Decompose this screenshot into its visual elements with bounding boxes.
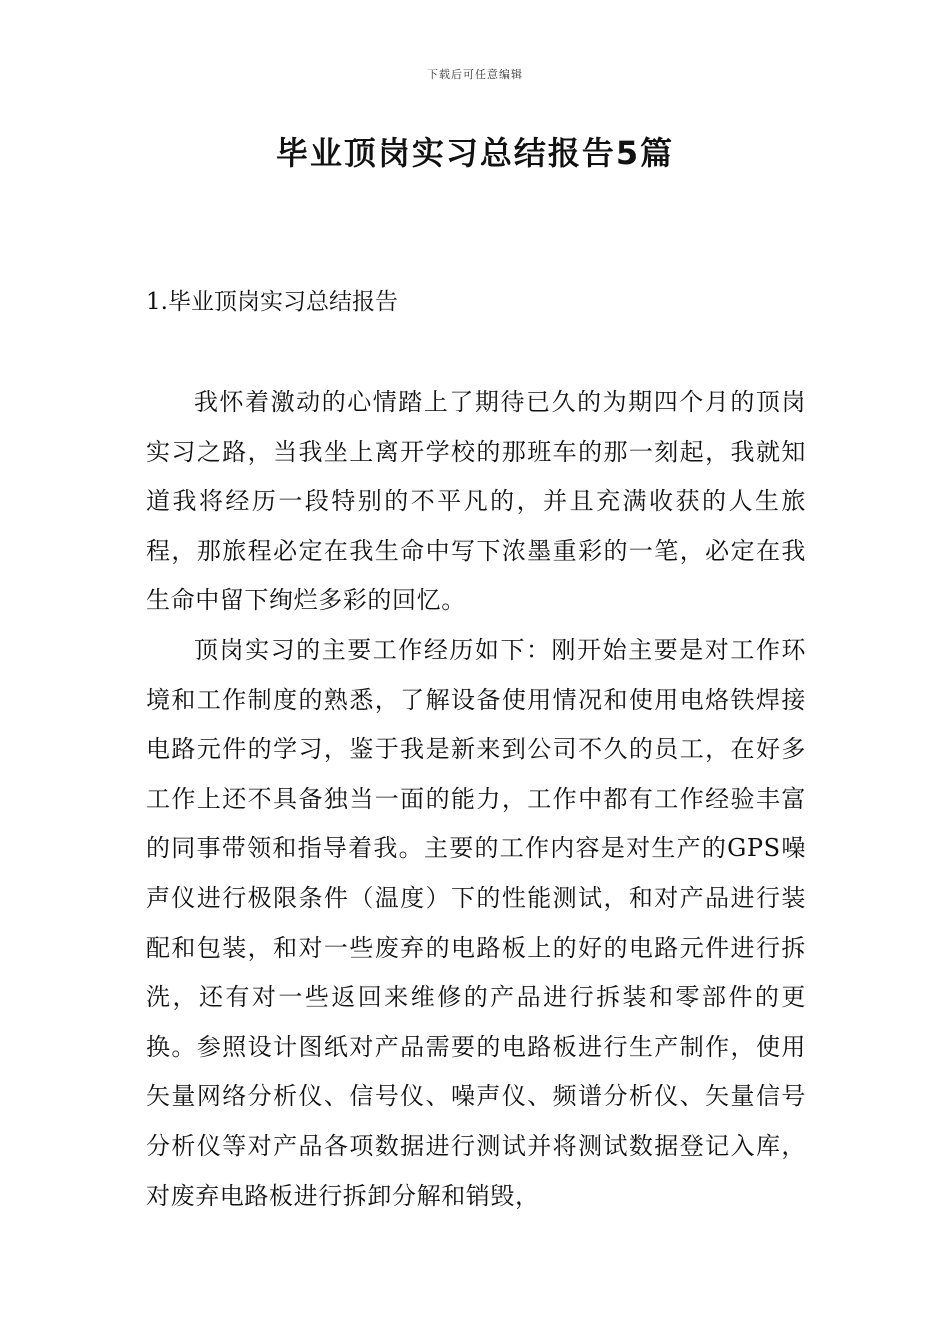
paragraph-2: 顶岗实习的主要工作经历如下：刚开始主要是对工作环境和工作制度的熟悉，了解设备使用情况和使用电烙铁焊接电路元件的学习，鉴于我是新来到公司不久的员工，在好多工作上还不具备独当一面的能力，工作中都有工作经验丰富的同事带领和指导着我。主要的工作内容是对生产的GPS噪声仪进行极限条件（温度）下的性能测试，和对产品进行装配和包装，和对一些废弃的电路板上的好的电路元件进行拆洗，还有对一些返回来维修的产品进行拆装和零部件的更换。参照设计图纸对产品需要的电路板进行生产制作，使用矢量网络分析仪、信号仪、噪声仪、频谱分析仪、矢量信号分析仪等对产品各项数据进行测试并将测试数据登记入库，对废弃电路板进行拆卸分解和销毁， <box>146 635 806 1210</box>
body-text <box>146 378 806 1221</box>
document-title: 毕业顶岗实习总结报告5篇 <box>275 134 675 172</box>
paragraph-1: 我怀着激动的心情踏上了期待已久的为期四个月的顶岗实习之路，当我坐上离开学校的那班车的那一刻起，我就知道我将经历一段特别的不平凡的，并且充满收获的人生旅程，那旅程必定在我生命中写下浓墨重彩的一笔，必定在我生命中留下绚烂多彩的回忆。 <box>146 388 806 615</box>
section-heading: 1.毕业顶岗实习总结报告 <box>146 289 398 315</box>
header-note: 下载后可任意编辑 <box>427 68 523 81</box>
